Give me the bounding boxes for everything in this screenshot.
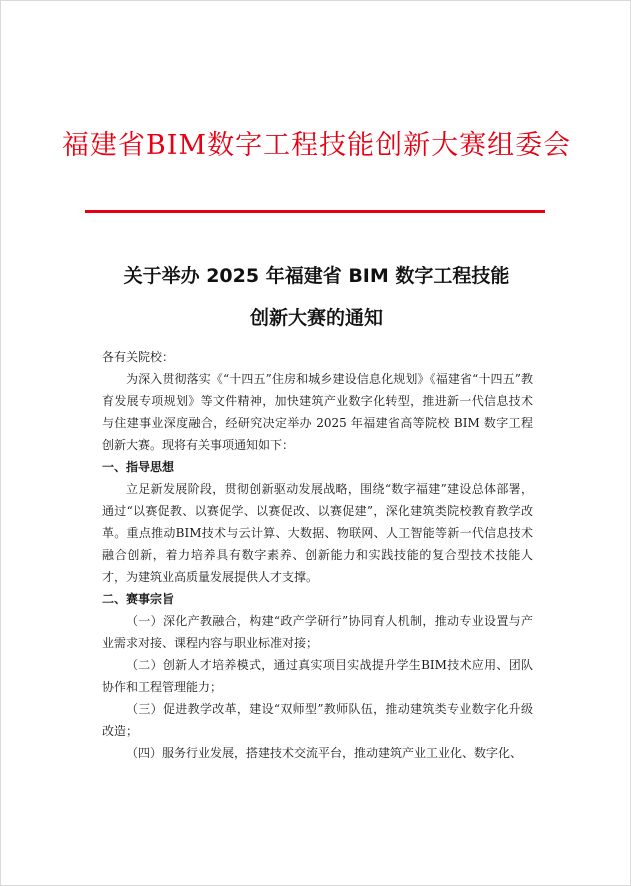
purpose-item-4: （四）服务行业发展，搭建技术交流平台，推动建筑产业工业化、数字化、 xyxy=(126,746,523,760)
org-header-title: 福建省BIM数字工程技能创新大赛组委会 xyxy=(61,130,572,161)
section-paragraph-guiding-principle: 立足新发展阶段，贯彻创新驱动发展战略，围绕“数字福建”建设总体部署，通过“以赛促教、以赛促学、以赛促改、以赛促建”，深化建筑类院校教育教学改革。重点推动BIM技术与云计算、大数据、物联网、人工智能等新一代信息技术融合创新，着力培养具有数字素养、创新能力和实践技能的复合型技术技能人才，为建筑业高质量发展提供人才支撑。 xyxy=(102,482,533,584)
notice-title-line-1: 关于举办 2025 年福建省 BIM 数字工程技能 xyxy=(123,265,510,287)
section-heading-guiding-principle: 一、指导思想 xyxy=(102,460,175,474)
purpose-item-2: （二）创新人才培养模式，通过真实项目实战提升学生BIM技术应用、团队协作和工程管理能力； xyxy=(102,658,533,694)
purpose-item-1: （一）深化产教融合，构建“政产学研行”协同育人机制，推动专业设置与产业需求对接、课程内容与职业标准对接； xyxy=(102,614,533,650)
red-divider-line xyxy=(85,210,545,213)
purpose-item-3: （三）促进教学改革，建设“双师型”教师队伍，推动建筑类专业数字化升级改造； xyxy=(102,702,533,738)
notice-title-line-2: 创新大赛的通知 xyxy=(249,307,383,329)
intro-paragraph: 为深入贯彻落实《“十四五”住房和城乡建设信息化规划》《福建省“十四五”教育发展专项规划》等文件精神，加快建筑产业数字化转型，推进新一代信息技术与住建事业深度融合，经研究决定举办 2025 年福建省高等院校 BIM 数字工程创新大赛。现将有关事项通知如下： xyxy=(102,372,533,452)
section-heading-purpose: 二、赛事宗旨 xyxy=(102,592,175,606)
notice-body xyxy=(102,346,533,764)
salutation: 各有关院校： xyxy=(102,350,175,364)
